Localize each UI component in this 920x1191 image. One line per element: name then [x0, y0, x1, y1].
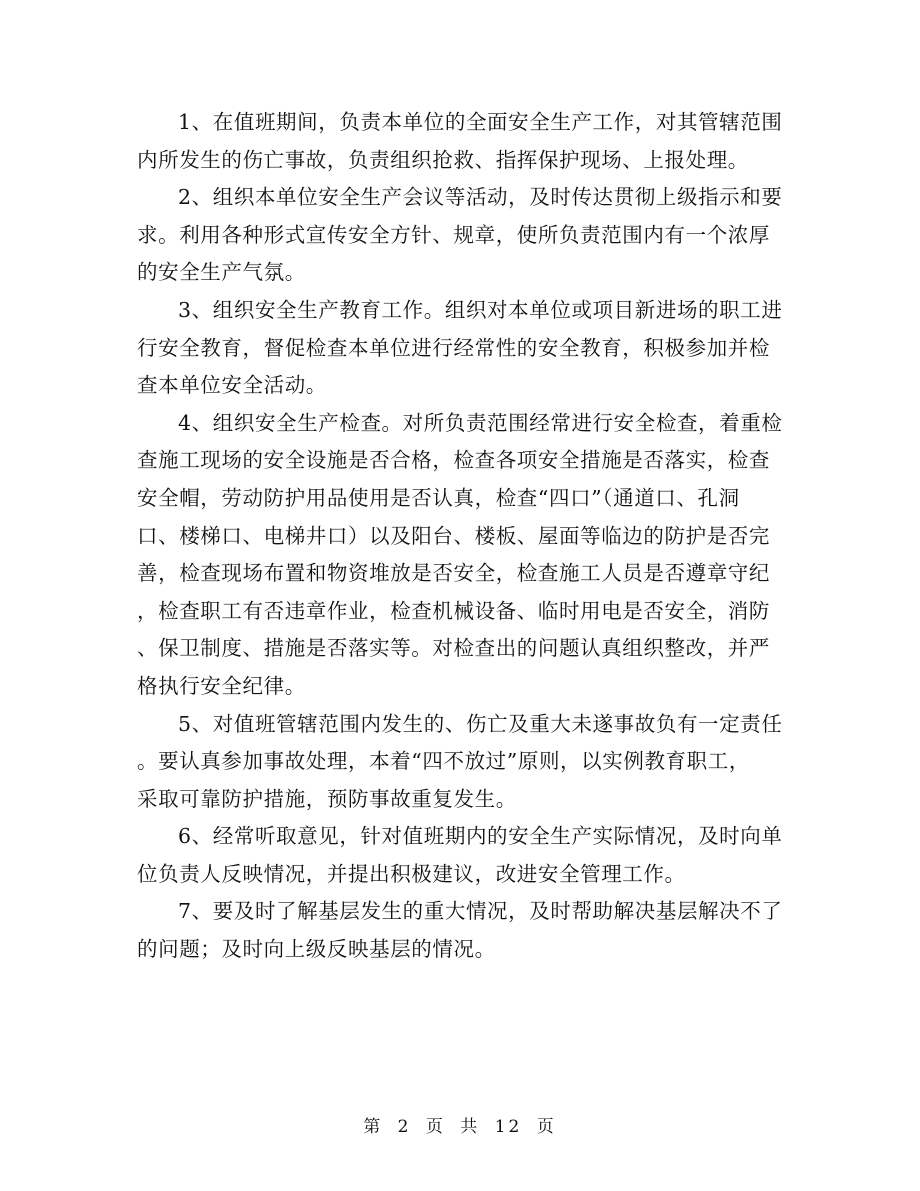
paragraph-2 — [137, 179, 797, 292]
paragraph-4 — [137, 405, 797, 706]
paragraph-line: 安全帽，劳动防护用品使用是否认真，检查“四口”（通道口、孔洞 — [137, 485, 740, 510]
paragraph-line: 2、组织本单位安全生产会议等活动，及时传达贯彻上级指示和要 — [178, 185, 783, 210]
paragraph-1 — [137, 104, 797, 179]
paragraph-line: 查施工现场的安全设施是否合格，检查各项安全措施是否落实，检查 — [137, 448, 770, 473]
paragraph-line: 4、组织安全生产检查。对所负责范围经常进行安全检查，着重检 — [178, 410, 783, 435]
paragraph-line: 口、楼梯口、电梯井口）以及阳台、楼板、屋面等临边的防护是否完 — [137, 523, 770, 548]
paragraph-line: 行安全教育，督促检查本单位进行经常性的安全教育，积极参加并检 — [137, 335, 770, 360]
paragraph-line: 内所发生的伤亡事故，负责组织抢救、指挥保护现场、上报处理。 — [137, 147, 749, 172]
paragraph-line: 7、要及时了解基层发生的重大情况，及时帮助解决基层解决不了 — [178, 899, 783, 924]
paragraph-line: 的问题；及时向上级反映基层的情况。 — [137, 937, 496, 962]
paragraph-line: 采取可靠防护措施，预防事故重复发生。 — [137, 786, 517, 811]
paragraph-line: 查本单位安全活动。 — [137, 373, 327, 398]
paragraph-line: 6、经常听取意见，针对值班期内的安全生产实际情况，及时向单 — [178, 824, 783, 849]
paragraph-6 — [137, 818, 797, 893]
paragraph-line: ，检查职工有否违章作业，检查机械设备、临时用电是否安全，消防 — [137, 598, 770, 623]
page-number-footer: 第 2 页 共 12 页 — [363, 1117, 557, 1137]
paragraph-line: 、保卫制度、措施是否落实等。对检查出的问题认真组织整改，并严 — [137, 636, 770, 661]
paragraph-line: 位负责人反映情况，并提出积极建议，改进安全管理工作。 — [137, 861, 686, 886]
paragraph-line: 格执行安全纪律。 — [137, 673, 306, 698]
paragraph-3 — [137, 292, 797, 405]
paragraph-line: 1、在值班期间，负责本单位的全面安全生产工作，对其管辖范围 — [178, 110, 783, 134]
paragraph-7 — [137, 893, 797, 968]
paragraph-line: 5、对值班管辖范围内发生的、伤亡及重大未遂事故负有一定责任 — [178, 711, 783, 736]
paragraph-line: 3、组织安全生产教育工作。组织对本单位或项目新进场的职工进 — [178, 297, 783, 322]
paragraph-line: 。要认真参加事故处理，本着“四不放过”原则，以实例教育职工， — [137, 749, 750, 774]
paragraph-line: 善，检查现场布置和物资堆放是否安全，检查施工人员是否遵章守纪 — [137, 561, 770, 586]
paragraph-5 — [137, 706, 797, 819]
paragraph-line: 求。利用各种形式宣传安全方针、规章，使所负责范围内有一个浓厚 — [137, 222, 770, 247]
document-body — [137, 104, 797, 969]
paragraph-line: 的安全生产气氛。 — [137, 260, 306, 285]
